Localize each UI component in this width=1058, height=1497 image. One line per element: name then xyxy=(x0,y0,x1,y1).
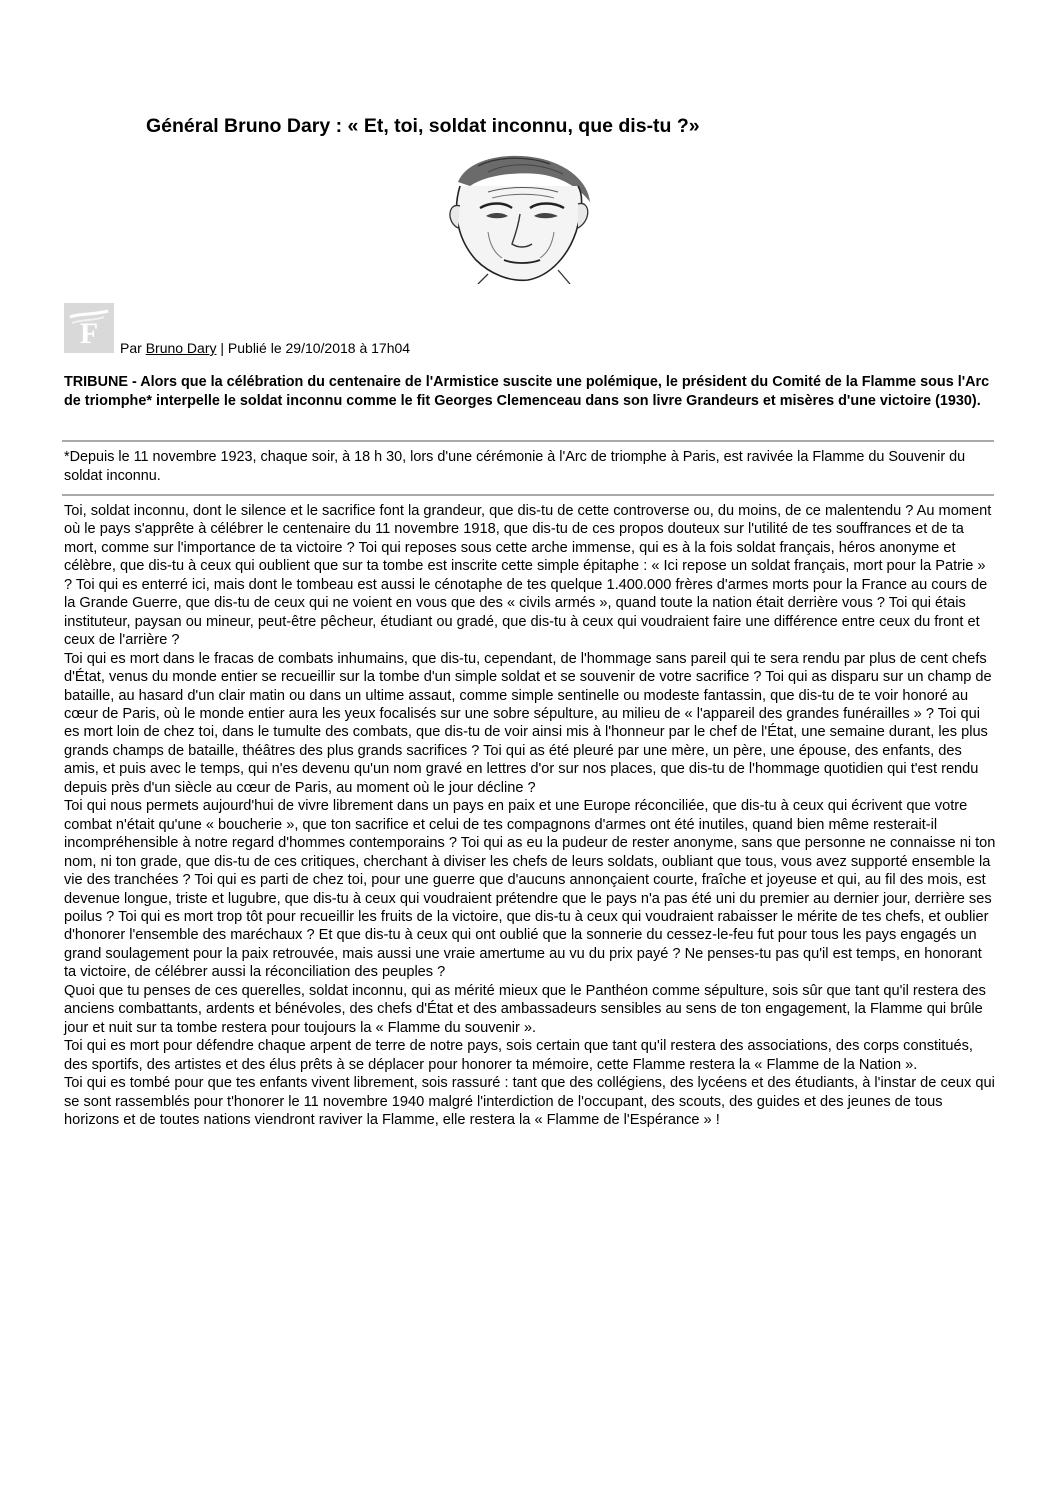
divider xyxy=(62,494,994,496)
body-paragraph: Toi qui es mort pour défendre chaque arpent de terre de notre pays, sois certain que tant qu'il restera des associations, des corps constitués, des sportifs, des artistes et des élus prêts à se déplacer pour honorer ta mémoire, cette Flamme restera la « Flamme de la Nation ». xyxy=(64,1038,973,1073)
svg-text:F: F xyxy=(79,317,99,350)
portrait-sketch-illustration xyxy=(418,152,596,284)
byline-prefix: Par xyxy=(120,340,146,356)
article-body xyxy=(64,502,996,1129)
author-link[interactable]: Bruno Dary xyxy=(145,340,217,356)
body-paragraph: Toi qui es tombé pour que tes enfants vivent librement, sois rassuré : tant que des collégiens, des lycéens et des étudiants, à l'instar de ceux qui se sont rassemblés pour t'honorer le 11 novembre 1940 malgré l'interdiction de l'occupant, des scouts, des guides et des jeunes de tous horizons et de toutes nations viendront raviver la Flamme, elle restera la « Flamme de l'Espérance » ! xyxy=(64,1075,995,1128)
article-byline xyxy=(120,338,410,358)
article-lead: TRIBUNE - Alors que la célébration du centenaire de l'Armistice suscite une polémique, le président du Comité de la Flamme sous l'Arc de triomphe* interpelle le soldat inconnu comme le fit Georges Clemenceau dans son livre Grandeurs et misères d'une victoire (1930). xyxy=(64,374,990,409)
body-paragraph: Toi, soldat inconnu, dont le silence et le sacrifice font la grandeur, que dis-tu de cette controverse ou, du moins, de ce malentendu ? Au moment où le pays s'apprête à célébrer le centenaire du 11 novembre 1918, que dis-tu de ces propos douteux sur l'utilité de tes souffrances et de ta mort, comme sur l'importance de ta victoire ? Toi qui reposes sous cette arche immense, qui es à la fois soldat français, héros anonyme et célèbre, que dis-tu à ceux qui oublient que sur ta tombe est inscrite cette simple épitaphe : « Ici repose un soldat français, mort pour la Patrie » ? Toi qui es enterré ici, mais dont le tombeau est aussi le cénotaphe de tes quelque 1.400.000 frères d'armes morts pour la France au cours de la Grande Guerre, que dis-tu de ceux qui ne voient en vous que des « civils armés », quand toute la nation était derrière vous ? Toi qui étais instituteur, paysan ou mineur, peut-être pêcheur, étudiant ou gradé, que dis-tu à ceux qui voudraient faire une différence entre ceux du front et ceux de l'arrière ? xyxy=(64,503,992,649)
divider xyxy=(62,440,994,442)
article-footnote: *Depuis le 11 novembre 1923, chaque soir, à 18 h 30, lors d'une cérémonie à l'Arc de triomphe à Paris, est ravivée la Flamme du Souvenir du soldat inconnu. xyxy=(64,449,966,484)
publish-date: | Publié le 29/10/2018 à 17h04 xyxy=(216,340,411,356)
le-figaro-logo xyxy=(64,303,114,353)
article-title: Général Bruno Dary : « Et, toi, soldat inconnu, que dis-tu ?» xyxy=(146,115,700,137)
body-paragraph: Toi qui nous permets aujourd'hui de vivre librement dans un pays en paix et une Europe réconciliée, que dis-tu à ceux qui écrivent que votre combat n'était qu'une « boucherie », que ton sacrifice et celui de tes compagnons d'armes ont été inutiles, quand bien même resterait-il incompréhensible à notre regard d'hommes contemporains ? Toi qui as eu la pudeur de rester anonyme, sans que personne ne connaisse ni ton nom, ni ton grade, que dis-tu de ces critiques, cherchant à diviser les chefs de leurs soldats, oubliant que tous, vous avez supporté ensemble la vie des tranchées ? Toi qui es parti de chez toi, pour une guerre que d'aucuns annonçaient courte, fraîche et joyeuse et qui, au fil des mois, est devenue longue, triste et lugubre, que dis-tu à ceux qui voudraient prétendre que le pays n'a pas été uni du premier au dernier jour, derrière ses poilus ? Toi qui es mort trop tôt pour recueillir les fruits de la victoire, que dis-tu à ceux qui voudraient rabaisser le mérite de tes chefs, et oublier d'honorer l'ensemble des maréchaux ? Et que dis-tu à ceux qui ont oublié que la sonnerie du cessez-le-feu fut pour tous les pays engagés un grand soulagement pour la paix retrouvée, mais aussi une vraie amertume au vu du prix payé ? Ne penses-tu pas qu'il est temps, en honorant ta victoire, de célébrer aussi la réconciliation des peuples ? xyxy=(64,798,996,981)
body-paragraph: Quoi que tu penses de ces querelles, soldat inconnu, qui as mérité mieux que le Panthéon comme sépulture, sois sûr que tant qu'il restera des anciens combattants, ardents et bénévoles, des chefs d'État et des ambassadeurs sensibles au sens de ton engagement, la Flamme qui brûle jour et nuit sur ta tombe restera pour toujours la « Flamme du souvenir ». xyxy=(64,982,986,1036)
body-paragraph: Toi qui es mort dans le fracas de combats inhumains, que dis-tu, cependant, de l'hommage sans pareil qui te sera rendu par plus de cent chefs d'État, venus du monde entier se recueillir sur la tombe d'un simple soldat et se souvenir de votre sacrifice ? Toi qui as disparu sur un champ de bataille, au hasard d'un clair matin ou dans un ultime assaut, comme simple sentinelle ou modeste fantassin, que dis-tu de te voir honoré au cœur de Paris, où le monde entier aura les yeux focalisés sur une sobre sépulture, au milieu de « l'appareil des grandes funérailles » ? Toi qui es mort loin de chez toi, dans le tumulte des combats, que dis-tu de voir ainsi mis à l'honneur par le chef de l'État, une semaine durant, les plus grands champs de bataille, théâtres des plus grands sacrifices ? Toi qui as été pleuré par une mère, un père, une épouse, des enfants, des amis, et puis avec le temps, qui n'es devenu qu'un nom gravé en lettres d'or sur nos places, que dis-tu de l'hommage quotidien qui t'est rendu depuis près d'un siècle au cœur de Paris, au moment où le jour décline ? xyxy=(64,650,992,796)
